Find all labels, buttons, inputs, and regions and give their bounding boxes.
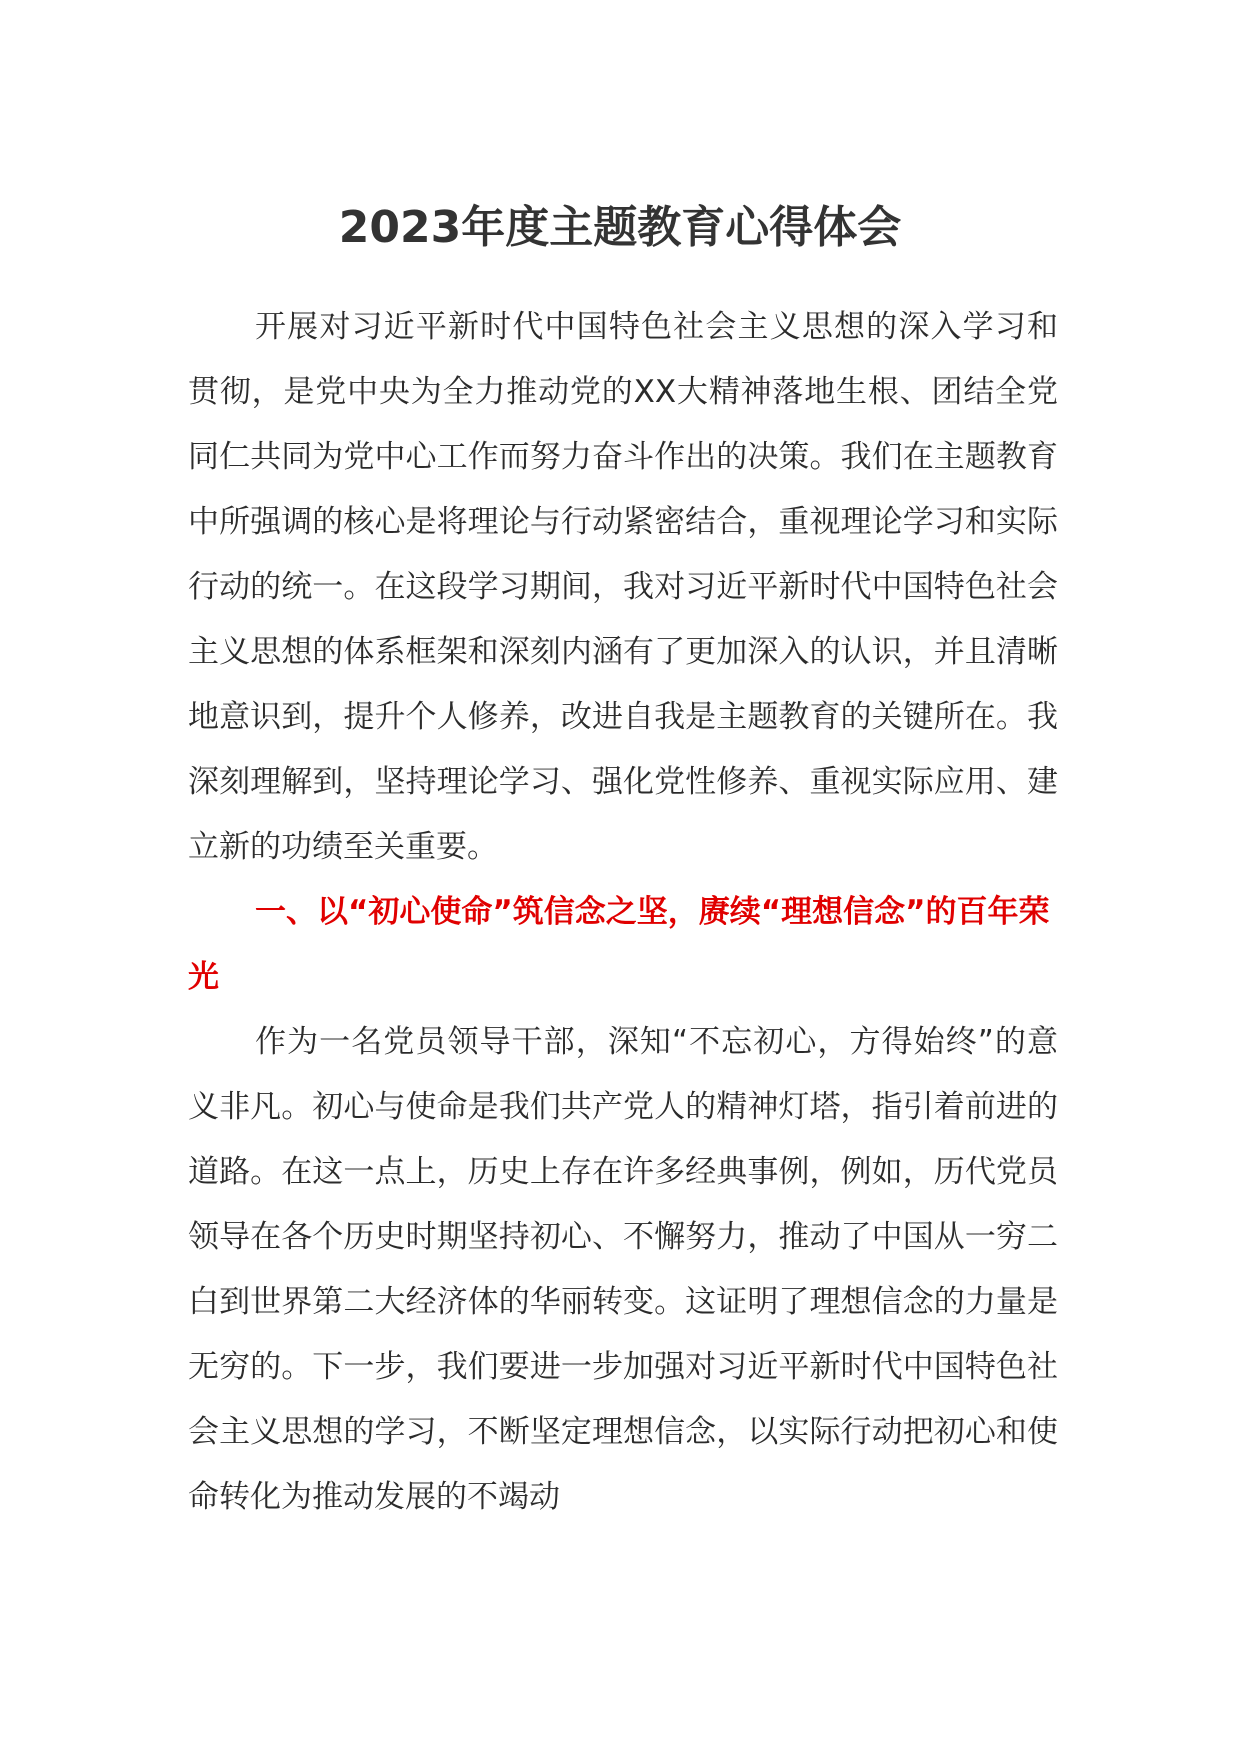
section-1-paragraph: 作为一名党员领导干部，深知“不忘初心，方得始终”的意义非凡。初心与使命是我们共产党人的精神灯塔，指引着前进的道路。在这一点上，历史上存在许多经典事例，例如，历代党员领导在各个历史时期坚持初心、不懈努力，推动了中国从一穷二白到世界第二大经济体的华丽转变。这证明了理想信念的力量是无穷的。下一步，我们要进一步加强对习近平新时代中国特色社会主义思想的学习，不断坚定理想信念，以实际行动把初心和使命转化为推动发展的不竭动 xyxy=(188,1024,1058,1515)
intro-paragraph: 开展对习近平新时代中国特色社会主义思想的深入学习和贯彻，是党中央为全力推动党的XX大精神落地生根、团结全党同仁共同为党中心工作而努力奋斗作出的决策。我们在主题教育中所强调的核心是将理论与行动紧密结合，重视理论学习和实际行动的统一。在这段学习期间，我对习近平新时代中国特色社会主义思想的体系框架和深刻内涵有了更加深入的认识，并且清晰地意识到，提升个人修养，改进自我是主题教育的关键所在。我深刻理解到，坚持理论学习、强化党性修养、重视实际应用、建立新的功绩至关重要。 xyxy=(188,309,1058,865)
section-heading-1: 一、以“初心使命”筑信念之坚，赓续“理想信念”的百年荣光 xyxy=(188,894,1050,995)
document-body xyxy=(188,295,1058,1530)
document-title: 2023年度主题教育心得体会 xyxy=(338,202,902,253)
